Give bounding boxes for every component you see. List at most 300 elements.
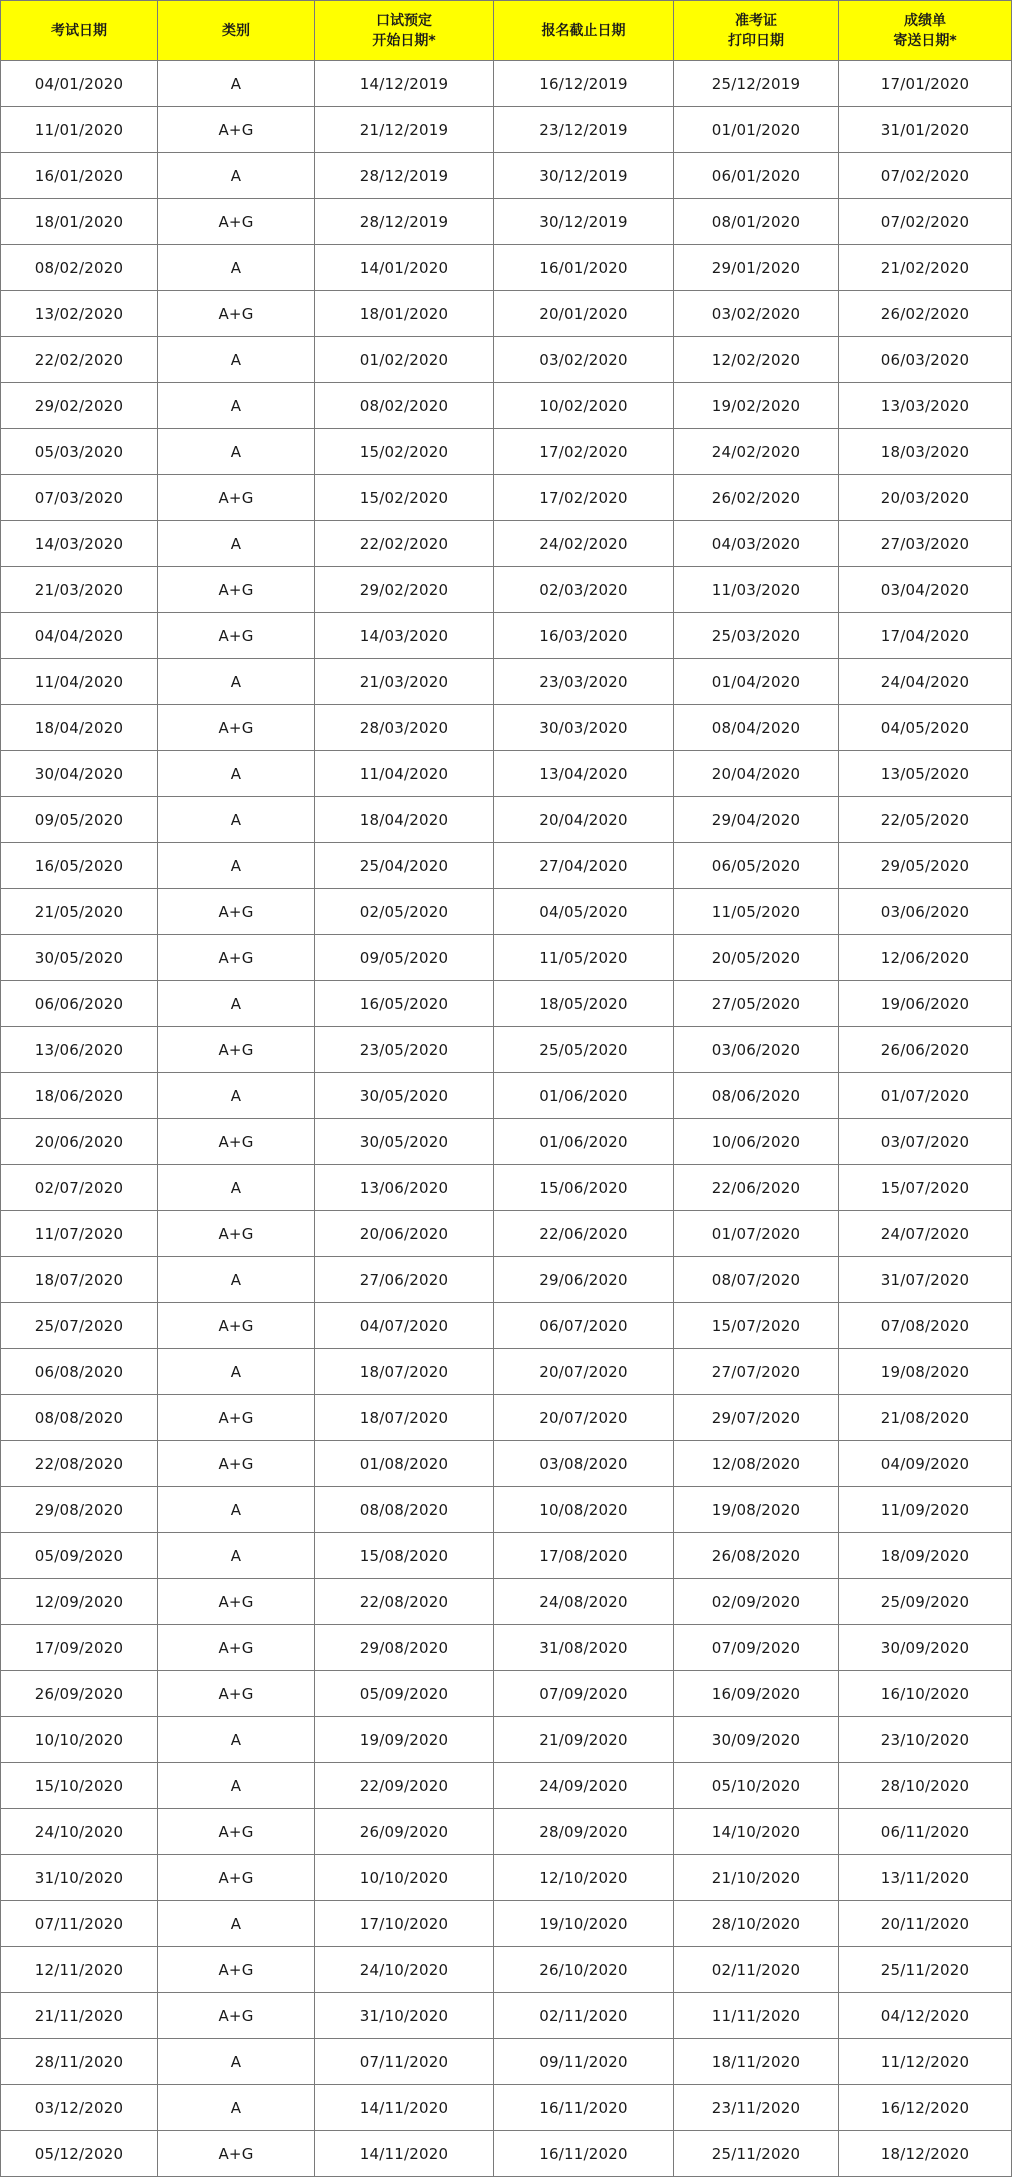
- table-row: [1, 1395, 1012, 1441]
- report-mailing-date-cell: 16/10/2020: [839, 1671, 1012, 1717]
- admission-print-date-cell: 01/07/2020: [674, 1211, 839, 1257]
- admission-print-date-cell: 11/11/2020: [674, 1993, 839, 2039]
- exam-date-cell: 21/11/2020: [1, 1993, 158, 2039]
- header-report-mailing-date: 成绩单 寄送日期*: [839, 1, 1012, 61]
- table-row: [1, 199, 1012, 245]
- exam-date-cell: 04/01/2020: [1, 61, 158, 107]
- admission-print-date-cell: 15/07/2020: [674, 1303, 839, 1349]
- admission-print-date-cell: 08/07/2020: [674, 1257, 839, 1303]
- registration-deadline-cell: 23/03/2020: [494, 659, 674, 705]
- category-cell: A: [158, 843, 315, 889]
- table-row: [1, 1165, 1012, 1211]
- exam-date-cell: 07/03/2020: [1, 475, 158, 521]
- exam-date-cell: 22/08/2020: [1, 1441, 158, 1487]
- report-mailing-date-cell: 16/12/2020: [839, 2085, 1012, 2131]
- admission-print-date-cell: 27/05/2020: [674, 981, 839, 1027]
- category-cell: A: [158, 797, 315, 843]
- speaking-start-date-cell: 30/05/2020: [315, 1073, 494, 1119]
- report-mailing-date-cell: 12/06/2020: [839, 935, 1012, 981]
- speaking-start-date-cell: 01/08/2020: [315, 1441, 494, 1487]
- table-row: [1, 659, 1012, 705]
- report-mailing-date-cell: 13/05/2020: [839, 751, 1012, 797]
- table-row: [1, 1947, 1012, 1993]
- speaking-start-date-cell: 28/12/2019: [315, 153, 494, 199]
- category-cell: A: [158, 1257, 315, 1303]
- table-row: [1, 1349, 1012, 1395]
- registration-deadline-cell: 11/05/2020: [494, 935, 674, 981]
- header-admission-print-date: 准考证 打印日期: [674, 1, 839, 61]
- report-mailing-date-cell: 04/12/2020: [839, 1993, 1012, 2039]
- speaking-start-date-cell: 31/10/2020: [315, 1993, 494, 2039]
- exam-date-cell: 24/10/2020: [1, 1809, 158, 1855]
- speaking-start-date-cell: 18/01/2020: [315, 291, 494, 337]
- report-mailing-date-cell: 31/01/2020: [839, 107, 1012, 153]
- speaking-start-date-cell: 22/02/2020: [315, 521, 494, 567]
- speaking-start-date-cell: 14/11/2020: [315, 2131, 494, 2177]
- admission-print-date-cell: 03/02/2020: [674, 291, 839, 337]
- report-mailing-date-cell: 03/06/2020: [839, 889, 1012, 935]
- speaking-start-date-cell: 18/04/2020: [315, 797, 494, 843]
- speaking-start-date-cell: 30/05/2020: [315, 1119, 494, 1165]
- registration-deadline-cell: 17/08/2020: [494, 1533, 674, 1579]
- speaking-start-date-cell: 28/03/2020: [315, 705, 494, 751]
- table-row: [1, 383, 1012, 429]
- exam-date-cell: 17/09/2020: [1, 1625, 158, 1671]
- admission-print-date-cell: 08/04/2020: [674, 705, 839, 751]
- header-speaking-start-date: 口试预定 开始日期*: [315, 1, 494, 61]
- exam-date-cell: 21/05/2020: [1, 889, 158, 935]
- registration-deadline-cell: 30/03/2020: [494, 705, 674, 751]
- registration-deadline-cell: 25/05/2020: [494, 1027, 674, 1073]
- category-cell: A+G: [158, 1119, 315, 1165]
- admission-print-date-cell: 12/02/2020: [674, 337, 839, 383]
- table-row: [1, 1717, 1012, 1763]
- table-row: [1, 981, 1012, 1027]
- registration-deadline-cell: 01/06/2020: [494, 1119, 674, 1165]
- report-mailing-date-cell: 13/03/2020: [839, 383, 1012, 429]
- speaking-start-date-cell: 05/09/2020: [315, 1671, 494, 1717]
- category-cell: A+G: [158, 1809, 315, 1855]
- table-row: [1, 1303, 1012, 1349]
- category-cell: A: [158, 1073, 315, 1119]
- exam-date-cell: 21/03/2020: [1, 567, 158, 613]
- category-cell: A: [158, 337, 315, 383]
- admission-print-date-cell: 08/06/2020: [674, 1073, 839, 1119]
- table-row: [1, 1441, 1012, 1487]
- registration-deadline-cell: 01/06/2020: [494, 1073, 674, 1119]
- report-mailing-date-cell: 20/03/2020: [839, 475, 1012, 521]
- report-mailing-date-cell: 28/10/2020: [839, 1763, 1012, 1809]
- speaking-start-date-cell: 29/08/2020: [315, 1625, 494, 1671]
- category-cell: A+G: [158, 567, 315, 613]
- report-mailing-date-cell: 18/12/2020: [839, 2131, 1012, 2177]
- table-row: [1, 1855, 1012, 1901]
- registration-deadline-cell: 24/08/2020: [494, 1579, 674, 1625]
- report-mailing-date-cell: 11/12/2020: [839, 2039, 1012, 2085]
- report-mailing-date-cell: 23/10/2020: [839, 1717, 1012, 1763]
- report-mailing-date-cell: 17/01/2020: [839, 61, 1012, 107]
- exam-date-cell: 13/06/2020: [1, 1027, 158, 1073]
- exam-date-cell: 18/07/2020: [1, 1257, 158, 1303]
- report-mailing-date-cell: 25/11/2020: [839, 1947, 1012, 1993]
- exam-date-cell: 05/09/2020: [1, 1533, 158, 1579]
- admission-print-date-cell: 25/11/2020: [674, 2131, 839, 2177]
- speaking-start-date-cell: 20/06/2020: [315, 1211, 494, 1257]
- registration-deadline-cell: 30/12/2019: [494, 153, 674, 199]
- admission-print-date-cell: 22/06/2020: [674, 1165, 839, 1211]
- admission-print-date-cell: 19/02/2020: [674, 383, 839, 429]
- report-mailing-date-cell: 24/04/2020: [839, 659, 1012, 705]
- speaking-start-date-cell: 26/09/2020: [315, 1809, 494, 1855]
- exam-date-cell: 18/01/2020: [1, 199, 158, 245]
- admission-print-date-cell: 19/08/2020: [674, 1487, 839, 1533]
- table-row: [1, 521, 1012, 567]
- exam-date-cell: 11/07/2020: [1, 1211, 158, 1257]
- speaking-start-date-cell: 22/08/2020: [315, 1579, 494, 1625]
- admission-print-date-cell: 20/04/2020: [674, 751, 839, 797]
- table-row: [1, 1211, 1012, 1257]
- report-mailing-date-cell: 18/09/2020: [839, 1533, 1012, 1579]
- report-mailing-date-cell: 27/03/2020: [839, 521, 1012, 567]
- table-row: [1, 1993, 1012, 2039]
- speaking-start-date-cell: 18/07/2020: [315, 1349, 494, 1395]
- table-row: [1, 1257, 1012, 1303]
- exam-date-cell: 06/08/2020: [1, 1349, 158, 1395]
- registration-deadline-cell: 13/04/2020: [494, 751, 674, 797]
- table-row: [1, 291, 1012, 337]
- report-mailing-date-cell: 13/11/2020: [839, 1855, 1012, 1901]
- category-cell: A+G: [158, 107, 315, 153]
- category-cell: A+G: [158, 1625, 315, 1671]
- registration-deadline-cell: 20/04/2020: [494, 797, 674, 843]
- registration-deadline-cell: 15/06/2020: [494, 1165, 674, 1211]
- admission-print-date-cell: 26/08/2020: [674, 1533, 839, 1579]
- report-mailing-date-cell: 24/07/2020: [839, 1211, 1012, 1257]
- table-row: [1, 2085, 1012, 2131]
- speaking-start-date-cell: 08/08/2020: [315, 1487, 494, 1533]
- table-row: [1, 613, 1012, 659]
- speaking-start-date-cell: 14/11/2020: [315, 2085, 494, 2131]
- category-cell: A: [158, 1533, 315, 1579]
- speaking-start-date-cell: 14/01/2020: [315, 245, 494, 291]
- speaking-start-date-cell: 21/03/2020: [315, 659, 494, 705]
- exam-date-cell: 18/06/2020: [1, 1073, 158, 1119]
- category-cell: A: [158, 2085, 315, 2131]
- exam-date-cell: 15/10/2020: [1, 1763, 158, 1809]
- admission-print-date-cell: 26/02/2020: [674, 475, 839, 521]
- admission-print-date-cell: 25/03/2020: [674, 613, 839, 659]
- exam-date-cell: 02/07/2020: [1, 1165, 158, 1211]
- registration-deadline-cell: 24/02/2020: [494, 521, 674, 567]
- category-cell: A+G: [158, 889, 315, 935]
- table-row: [1, 751, 1012, 797]
- category-cell: A: [158, 2039, 315, 2085]
- registration-deadline-cell: 10/02/2020: [494, 383, 674, 429]
- report-mailing-date-cell: 21/08/2020: [839, 1395, 1012, 1441]
- registration-deadline-cell: 20/07/2020: [494, 1395, 674, 1441]
- admission-print-date-cell: 20/05/2020: [674, 935, 839, 981]
- report-mailing-date-cell: 03/07/2020: [839, 1119, 1012, 1165]
- speaking-start-date-cell: 23/05/2020: [315, 1027, 494, 1073]
- category-cell: A+G: [158, 1579, 315, 1625]
- report-mailing-date-cell: 06/03/2020: [839, 337, 1012, 383]
- registration-deadline-cell: 26/10/2020: [494, 1947, 674, 1993]
- report-mailing-date-cell: 17/04/2020: [839, 613, 1012, 659]
- registration-deadline-cell: 20/07/2020: [494, 1349, 674, 1395]
- table-row: [1, 1625, 1012, 1671]
- exam-date-cell: 03/12/2020: [1, 2085, 158, 2131]
- admission-print-date-cell: 01/01/2020: [674, 107, 839, 153]
- table-row: [1, 1073, 1012, 1119]
- table-row: [1, 429, 1012, 475]
- category-cell: A+G: [158, 291, 315, 337]
- table-row: [1, 1579, 1012, 1625]
- table-row: [1, 153, 1012, 199]
- registration-deadline-cell: 03/08/2020: [494, 1441, 674, 1487]
- report-mailing-date-cell: 18/03/2020: [839, 429, 1012, 475]
- table-row: [1, 337, 1012, 383]
- exam-date-cell: 05/03/2020: [1, 429, 158, 475]
- header-row: [1, 1, 1012, 61]
- registration-deadline-cell: 17/02/2020: [494, 475, 674, 521]
- category-cell: A+G: [158, 1441, 315, 1487]
- admission-print-date-cell: 28/10/2020: [674, 1901, 839, 1947]
- exam-date-cell: 30/05/2020: [1, 935, 158, 981]
- category-cell: A+G: [158, 1855, 315, 1901]
- exam-date-cell: 30/04/2020: [1, 751, 158, 797]
- admission-print-date-cell: 02/11/2020: [674, 1947, 839, 1993]
- exam-date-cell: 10/10/2020: [1, 1717, 158, 1763]
- exam-date-cell: 04/04/2020: [1, 613, 158, 659]
- category-cell: A+G: [158, 935, 315, 981]
- registration-deadline-cell: 18/05/2020: [494, 981, 674, 1027]
- category-cell: A: [158, 61, 315, 107]
- registration-deadline-cell: 07/09/2020: [494, 1671, 674, 1717]
- admission-print-date-cell: 25/12/2019: [674, 61, 839, 107]
- table-row: [1, 61, 1012, 107]
- speaking-start-date-cell: 13/06/2020: [315, 1165, 494, 1211]
- registration-deadline-cell: 04/05/2020: [494, 889, 674, 935]
- admission-print-date-cell: 21/10/2020: [674, 1855, 839, 1901]
- admission-print-date-cell: 10/06/2020: [674, 1119, 839, 1165]
- table-row: [1, 705, 1012, 751]
- speaking-start-date-cell: 17/10/2020: [315, 1901, 494, 1947]
- exam-date-cell: 29/08/2020: [1, 1487, 158, 1533]
- exam-date-cell: 08/02/2020: [1, 245, 158, 291]
- report-mailing-date-cell: 11/09/2020: [839, 1487, 1012, 1533]
- speaking-start-date-cell: 15/08/2020: [315, 1533, 494, 1579]
- speaking-start-date-cell: 02/05/2020: [315, 889, 494, 935]
- category-cell: A+G: [158, 199, 315, 245]
- table-row: [1, 1763, 1012, 1809]
- table-row: [1, 1119, 1012, 1165]
- registration-deadline-cell: 17/02/2020: [494, 429, 674, 475]
- exam-date-cell: 16/01/2020: [1, 153, 158, 199]
- report-mailing-date-cell: 29/05/2020: [839, 843, 1012, 889]
- category-cell: A+G: [158, 1211, 315, 1257]
- report-mailing-date-cell: 25/09/2020: [839, 1579, 1012, 1625]
- exam-date-cell: 07/11/2020: [1, 1901, 158, 1947]
- category-cell: A+G: [158, 1993, 315, 2039]
- admission-print-date-cell: 11/05/2020: [674, 889, 839, 935]
- report-mailing-date-cell: 01/07/2020: [839, 1073, 1012, 1119]
- speaking-start-date-cell: 25/04/2020: [315, 843, 494, 889]
- registration-deadline-cell: 30/12/2019: [494, 199, 674, 245]
- admission-print-date-cell: 14/10/2020: [674, 1809, 839, 1855]
- exam-date-cell: 11/01/2020: [1, 107, 158, 153]
- table-row: [1, 1027, 1012, 1073]
- exam-date-cell: 25/07/2020: [1, 1303, 158, 1349]
- admission-print-date-cell: 23/11/2020: [674, 2085, 839, 2131]
- exam-date-cell: 08/08/2020: [1, 1395, 158, 1441]
- registration-deadline-cell: 02/11/2020: [494, 1993, 674, 2039]
- speaking-start-date-cell: 14/12/2019: [315, 61, 494, 107]
- report-mailing-date-cell: 26/06/2020: [839, 1027, 1012, 1073]
- table-row: [1, 245, 1012, 291]
- admission-print-date-cell: 07/09/2020: [674, 1625, 839, 1671]
- registration-deadline-cell: 16/01/2020: [494, 245, 674, 291]
- category-cell: A: [158, 1901, 315, 1947]
- registration-deadline-cell: 21/09/2020: [494, 1717, 674, 1763]
- admission-print-date-cell: 30/09/2020: [674, 1717, 839, 1763]
- table-row: [1, 107, 1012, 153]
- exam-date-cell: 13/02/2020: [1, 291, 158, 337]
- category-cell: A: [158, 1349, 315, 1395]
- category-cell: A: [158, 1487, 315, 1533]
- category-cell: A+G: [158, 613, 315, 659]
- report-mailing-date-cell: 07/08/2020: [839, 1303, 1012, 1349]
- report-mailing-date-cell: 15/07/2020: [839, 1165, 1012, 1211]
- category-cell: A+G: [158, 1027, 315, 1073]
- category-cell: A: [158, 245, 315, 291]
- registration-deadline-cell: 16/03/2020: [494, 613, 674, 659]
- report-mailing-date-cell: 20/11/2020: [839, 1901, 1012, 1947]
- registration-deadline-cell: 16/12/2019: [494, 61, 674, 107]
- exam-date-cell: 06/06/2020: [1, 981, 158, 1027]
- report-mailing-date-cell: 21/02/2020: [839, 245, 1012, 291]
- exam-date-cell: 05/12/2020: [1, 2131, 158, 2177]
- category-cell: A+G: [158, 475, 315, 521]
- table-row: [1, 889, 1012, 935]
- speaking-start-date-cell: 15/02/2020: [315, 475, 494, 521]
- header-exam-date: 考试日期: [1, 1, 158, 61]
- category-cell: A: [158, 1165, 315, 1211]
- admission-print-date-cell: 05/10/2020: [674, 1763, 839, 1809]
- report-mailing-date-cell: 06/11/2020: [839, 1809, 1012, 1855]
- exam-date-cell: 20/06/2020: [1, 1119, 158, 1165]
- speaking-start-date-cell: 07/11/2020: [315, 2039, 494, 2085]
- speaking-start-date-cell: 15/02/2020: [315, 429, 494, 475]
- header-registration-deadline: 报名截止日期: [494, 1, 674, 61]
- admission-print-date-cell: 29/04/2020: [674, 797, 839, 843]
- report-mailing-date-cell: 26/02/2020: [839, 291, 1012, 337]
- report-mailing-date-cell: 22/05/2020: [839, 797, 1012, 843]
- speaking-start-date-cell: 18/07/2020: [315, 1395, 494, 1441]
- registration-deadline-cell: 16/11/2020: [494, 2085, 674, 2131]
- category-cell: A: [158, 751, 315, 797]
- admission-print-date-cell: 11/03/2020: [674, 567, 839, 613]
- table-row: [1, 1487, 1012, 1533]
- report-mailing-date-cell: 04/05/2020: [839, 705, 1012, 751]
- admission-print-date-cell: 02/09/2020: [674, 1579, 839, 1625]
- exam-date-cell: 16/05/2020: [1, 843, 158, 889]
- report-mailing-date-cell: 07/02/2020: [839, 153, 1012, 199]
- exam-date-cell: 31/10/2020: [1, 1855, 158, 1901]
- admission-print-date-cell: 29/01/2020: [674, 245, 839, 291]
- admission-print-date-cell: 03/06/2020: [674, 1027, 839, 1073]
- category-cell: A: [158, 1763, 315, 1809]
- registration-deadline-cell: 03/02/2020: [494, 337, 674, 383]
- registration-deadline-cell: 28/09/2020: [494, 1809, 674, 1855]
- table-row: [1, 1809, 1012, 1855]
- registration-deadline-cell: 24/09/2020: [494, 1763, 674, 1809]
- speaking-start-date-cell: 01/02/2020: [315, 337, 494, 383]
- exam-date-cell: 18/04/2020: [1, 705, 158, 751]
- speaking-start-date-cell: 19/09/2020: [315, 1717, 494, 1763]
- table-row: [1, 797, 1012, 843]
- category-cell: A+G: [158, 1671, 315, 1717]
- category-cell: A+G: [158, 1303, 315, 1349]
- admission-print-date-cell: 01/04/2020: [674, 659, 839, 705]
- report-mailing-date-cell: 19/08/2020: [839, 1349, 1012, 1395]
- registration-deadline-cell: 20/01/2020: [494, 291, 674, 337]
- report-mailing-date-cell: 03/04/2020: [839, 567, 1012, 613]
- table-row: [1, 2039, 1012, 2085]
- registration-deadline-cell: 19/10/2020: [494, 1901, 674, 1947]
- registration-deadline-cell: 31/08/2020: [494, 1625, 674, 1671]
- registration-deadline-cell: 27/04/2020: [494, 843, 674, 889]
- category-cell: A+G: [158, 705, 315, 751]
- admission-print-date-cell: 27/07/2020: [674, 1349, 839, 1395]
- admission-print-date-cell: 04/03/2020: [674, 521, 839, 567]
- admission-print-date-cell: 12/08/2020: [674, 1441, 839, 1487]
- category-cell: A+G: [158, 1947, 315, 1993]
- report-mailing-date-cell: 07/02/2020: [839, 199, 1012, 245]
- admission-print-date-cell: 08/01/2020: [674, 199, 839, 245]
- category-cell: A: [158, 383, 315, 429]
- speaking-start-date-cell: 11/04/2020: [315, 751, 494, 797]
- speaking-start-date-cell: 28/12/2019: [315, 199, 494, 245]
- header-category: 类别: [158, 1, 315, 61]
- registration-deadline-cell: 23/12/2019: [494, 107, 674, 153]
- exam-date-cell: 09/05/2020: [1, 797, 158, 843]
- admission-print-date-cell: 06/05/2020: [674, 843, 839, 889]
- category-cell: A+G: [158, 2131, 315, 2177]
- admission-print-date-cell: 24/02/2020: [674, 429, 839, 475]
- category-cell: A+G: [158, 1395, 315, 1441]
- report-mailing-date-cell: 31/07/2020: [839, 1257, 1012, 1303]
- exam-date-cell: 12/09/2020: [1, 1579, 158, 1625]
- speaking-start-date-cell: 22/09/2020: [315, 1763, 494, 1809]
- registration-deadline-cell: 12/10/2020: [494, 1855, 674, 1901]
- category-cell: A: [158, 429, 315, 475]
- schedule-body: [1, 61, 1012, 2177]
- speaking-start-date-cell: 27/06/2020: [315, 1257, 494, 1303]
- report-mailing-date-cell: 30/09/2020: [839, 1625, 1012, 1671]
- speaking-start-date-cell: 21/12/2019: [315, 107, 494, 153]
- speaking-start-date-cell: 16/05/2020: [315, 981, 494, 1027]
- speaking-start-date-cell: 14/03/2020: [315, 613, 494, 659]
- category-cell: A: [158, 981, 315, 1027]
- table-row: [1, 1901, 1012, 1947]
- speaking-start-date-cell: 09/05/2020: [315, 935, 494, 981]
- category-cell: A: [158, 153, 315, 199]
- exam-date-cell: 29/02/2020: [1, 383, 158, 429]
- report-mailing-date-cell: 19/06/2020: [839, 981, 1012, 1027]
- speaking-start-date-cell: 24/10/2020: [315, 1947, 494, 1993]
- exam-date-cell: 11/04/2020: [1, 659, 158, 705]
- category-cell: A: [158, 521, 315, 567]
